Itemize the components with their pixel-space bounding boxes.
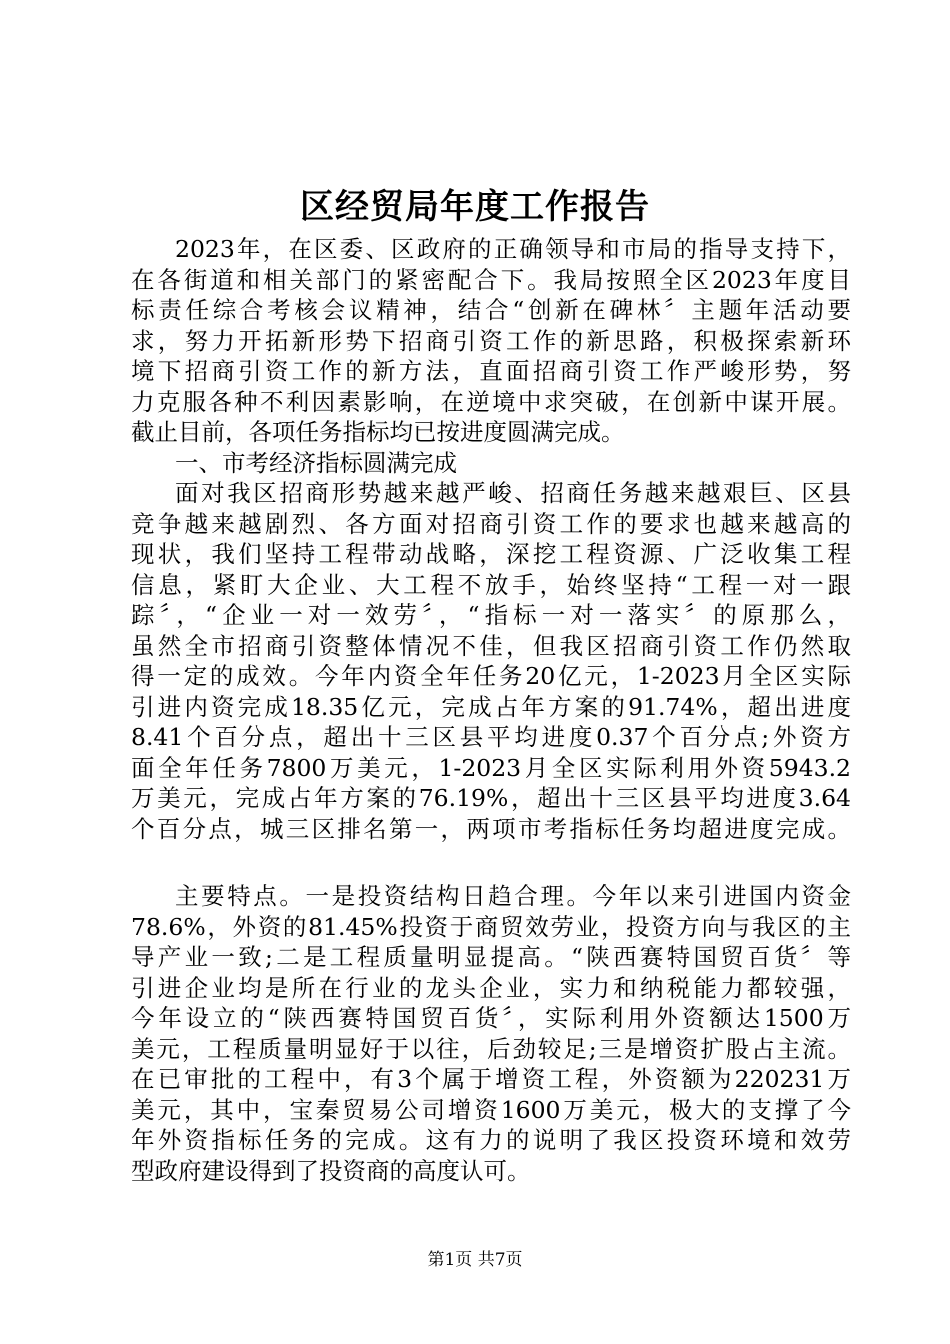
text-line: 标责任综合考核会议精神，结合“创新在碑林〞主题年活动要 — [131, 296, 851, 324]
text-line: 主要特点。一是投资结构日趋合理。今年以来引进国内资金 — [175, 882, 851, 910]
text-line: 信息，紧盯大企业、大工程不放手，始终坚持“工程一对一跟 — [131, 570, 851, 599]
text-line: 虽然全市招商引资整体情况不佳，但我区招商引资工作仍然取 — [131, 631, 851, 660]
text-line: 截止目前，各项任务指标均已按进度圆满完成。 — [131, 418, 625, 446]
text-line: 得一定的成效。今年内资全年任务20亿元，1-2023月全区实际 — [131, 662, 851, 690]
paragraph-indicators — [131, 478, 851, 844]
text-line: 力克服各种不利因素影响，在逆境中求突破，在创新中谋开展。 — [131, 387, 851, 416]
document-title: 区经贸局年度工作报告 — [300, 187, 650, 227]
text-line: 今年设立的“陕西赛特国贸百货〞，实际利用外资额达1500万 — [131, 1004, 851, 1032]
text-line: 引进企业均是所在行业的龙头企业，实力和纳税能力都较强， — [131, 973, 851, 1002]
text-line: 个百分点，城三区排名第一，两项市考指标任务均超进度完成。 — [131, 814, 851, 843]
paragraph-intro — [131, 234, 851, 448]
text-line: 年外资指标任务的完成。这有力的说明了我区投资环境和效劳 — [131, 1126, 851, 1154]
text-line: 8.41个百分点，超出十三区县平均进度0.37个百分点;外资方 — [131, 723, 851, 751]
text-line: 面全年任务7800万美元，1-2023月全区实际利用外资5943.2 — [131, 753, 851, 782]
text-line: 2023年，在区委、区政府的正确领导和市局的指导支持下， — [175, 235, 851, 263]
text-line: 踪〞，“企业一对一效劳〞，“指标一对一落实〞的原那么， — [131, 601, 851, 629]
text-line: 引进内资完成18.35亿元，完成占年方案的91.74%，超出进度 — [131, 692, 851, 721]
text-line: 求，努力开拓新形势下招商引资工作的新思路，积极探索新环 — [131, 326, 851, 355]
text-line: 78.6%，外资的81.45%投资于商贸效劳业，投资方向与我区的主 — [131, 912, 851, 941]
text-line: 竞争越来越剧烈、各方面对招商引资工作的要求也越来越高的 — [131, 509, 851, 538]
text-line: 面对我区招商形势越来越严峻、招商任务越来越艰巨、区县 — [175, 479, 851, 507]
text-line: 美元，工程质量明显好于以往，后劲较足;三是增资扩股占主流。 — [131, 1034, 851, 1063]
paragraph-features — [131, 881, 851, 1186]
text-line: 在各街道和相关部门的紧密配合下。我局按照全区2023年度目 — [131, 265, 851, 294]
text-line: 万美元，完成占年方案的76.19%，超出十三区县平均进度3.64 — [131, 784, 851, 812]
paragraph-gap — [131, 844, 851, 881]
text-line: 导产业一致;二是工程质量明显提高。“陕西赛特国贸百货〞等 — [131, 943, 851, 971]
text-line: 境下招商引资工作的新方法，直面招商引资工作严峻形势，努 — [131, 357, 851, 385]
page-footer: 第1页 共7页 — [427, 1250, 523, 1270]
section-heading: 一、市考经济指标圆满完成 — [175, 448, 457, 477]
text-line: 美元，其中，宝秦贸易公司增资1600万美元，极大的支撑了今 — [131, 1095, 851, 1124]
text-line: 型政府建设得到了投资商的高度认可。 — [131, 1156, 531, 1185]
document-body — [131, 234, 851, 1186]
text-line: 在已审批的工程中，有3个属于增资工程，外资额为220231万 — [131, 1065, 851, 1093]
text-line: 现状，我们坚持工程带动战略，深挖工程资源、广泛收集工程 — [131, 540, 851, 568]
